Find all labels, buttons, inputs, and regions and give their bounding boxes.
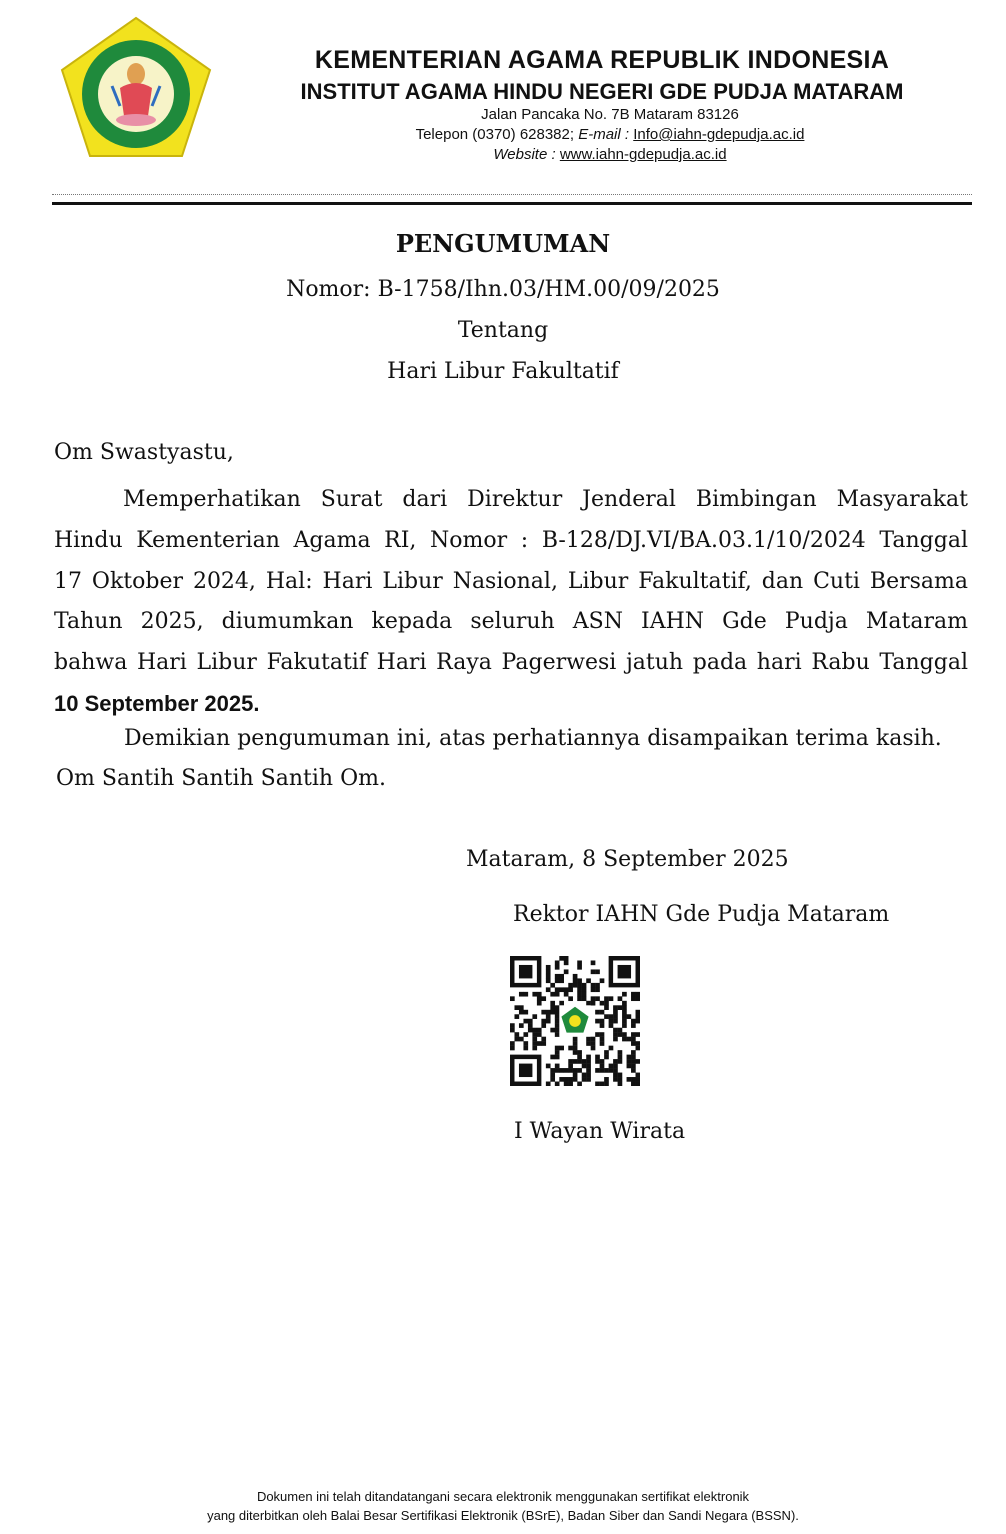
email-label: E-mail : <box>578 126 630 143</box>
announcement-subject: Hari Libur Fakultatif <box>387 359 619 384</box>
phone-number: Telepon (0370) 628382; <box>415 126 575 143</box>
esign-notice-line-2: yang diterbitkan oleh Balai Besar Sertifikasi Elektronik (BSrE), Badan Siber dan Sandi Negara (BSSN). <box>207 1508 799 1523</box>
institute-name: INSTITUT AGAMA HINDU NEGERI GDE PUDJA MATARAM <box>300 79 904 104</box>
paragraph-line: bahwa Hari Libur Fakutatif Hari Raya Pagerwesi jatuh pada hari Rabu Tanggal <box>54 650 968 676</box>
seal-icon <box>60 16 212 158</box>
website-link[interactable]: www.iahn-gdepudja.ac.id <box>559 146 727 163</box>
website-label: Website : <box>493 146 556 163</box>
letterhead-rule <box>52 202 972 205</box>
paragraph-line: 17 Oktober 2024, Hal: Hari Libur Nasional, Libur Fakultatif, dan Cuti Bersama <box>54 568 968 594</box>
website-line <box>400 146 820 163</box>
letterhead-dotted-rule <box>52 194 972 195</box>
ministry-name: KEMENTERIAN AGAMA REPUBLIK INDONESIA <box>314 46 890 74</box>
paragraph-line: Memperhatikan Surat dari Direktur Jenderal Bimbingan Masyarakat <box>123 487 968 512</box>
email-link[interactable]: Info@iahn-gdepudja.ac.id <box>633 126 805 143</box>
announcement-number: Nomor: B-1758/Ihn.03/HM.00/09/2025 <box>286 277 720 302</box>
paragraph-line: Hindu Kementerian Agama RI, Nomor : B-128/DJ.VI/BA.03.1/10/2024 Tanggal <box>54 527 968 553</box>
greeting: Om Swastyastu, <box>54 440 234 465</box>
paragraph-line: Tahun 2025, diumumkan kepada seluruh ASN IAHN Gde Pudja Mataram <box>54 609 968 635</box>
contact-line <box>330 126 890 143</box>
place-date: Mataram, 8 September 2025 <box>466 847 789 872</box>
holiday-date: 10 September 2025. <box>54 690 260 716</box>
institute-address: Jalan Pancaka No. 7B Mataram 83126 <box>481 106 739 123</box>
signer-name: I Wayan Wirata <box>514 1119 686 1144</box>
closing-greeting: Om Santih Santih Santih Om. <box>56 766 386 791</box>
esign-notice-line-1: Dokumen ini telah ditandatangani secara elektronik menggunakan sertifikat elektronik <box>256 1489 750 1504</box>
announcement-title: PENGUMUMAN <box>395 229 611 258</box>
closing-sentence: Demikian pengumuman ini, atas perhatiannya disampaikan terima kasih. <box>124 726 942 751</box>
body-paragraph <box>54 480 968 725</box>
signer-position: Rektor IAHN Gde Pudja Mataram <box>513 902 890 927</box>
qr-code-icon <box>510 956 640 1086</box>
about-label: Tentang <box>457 318 549 343</box>
